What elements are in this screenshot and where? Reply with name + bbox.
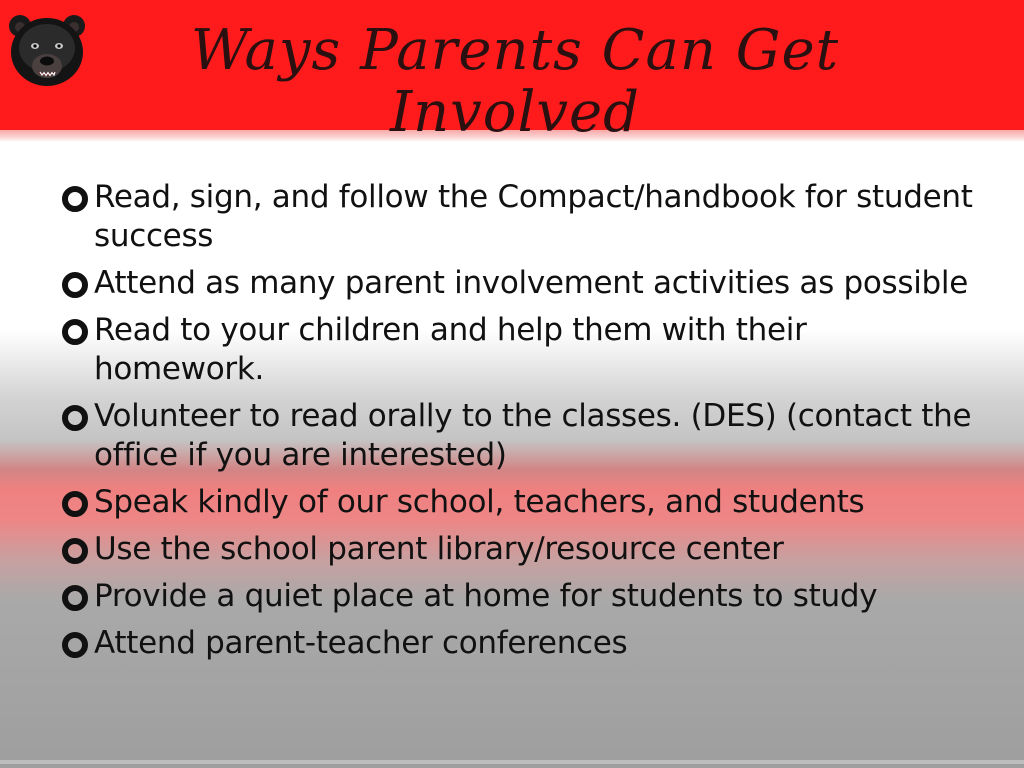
list-item [62, 577, 982, 616]
ring-bullet-icon [62, 538, 88, 564]
list-item-text: Attend as many parent involvement activities as possible [94, 265, 968, 301]
list-item [62, 483, 982, 522]
ring-bullet-icon [62, 319, 88, 345]
bear-mascot-logo [4, 8, 90, 94]
ring-bullet-icon [62, 632, 88, 658]
list-item-text: Attend parent-teacher conferences [94, 625, 628, 661]
list-item-text: Provide a quiet place at home for students to study [94, 578, 878, 614]
list-item [62, 397, 982, 475]
list-item-text: Read to your children and help them with their homework. [94, 312, 807, 387]
bullet-list [62, 178, 982, 671]
list-item [62, 530, 982, 569]
ring-bullet-icon [62, 186, 88, 212]
ring-bullet-icon [62, 585, 88, 611]
ring-bullet-icon [62, 272, 88, 298]
ring-bullet-icon [62, 491, 88, 517]
list-item-text: Read, sign, and follow the Compact/handbook for student success [94, 179, 973, 254]
list-item [62, 178, 982, 256]
list-item [62, 624, 982, 663]
list-item-text: Speak kindly of our school, teachers, and students [94, 484, 865, 520]
list-item [62, 311, 982, 389]
ring-bullet-icon [62, 405, 88, 431]
slide-title: Ways Parents Can Get Involved [190, 18, 840, 145]
list-item-text: Volunteer to read orally to the classes. (DES) (contact the office if you are interested) [94, 398, 972, 473]
bottom-divider [0, 760, 1024, 764]
list-item [62, 264, 982, 303]
list-item-text: Use the school parent library/resource center [94, 531, 784, 567]
